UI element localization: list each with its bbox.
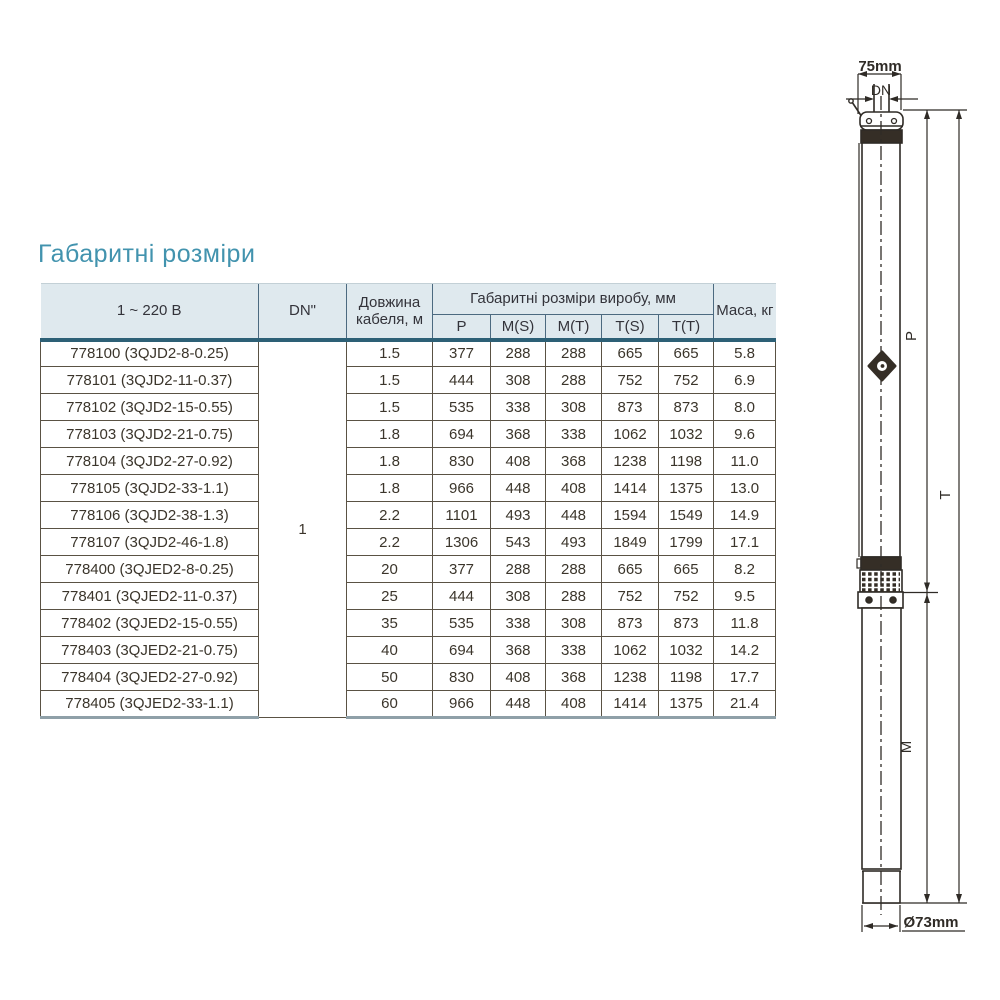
mass-cell: 17.7 bbox=[714, 664, 776, 691]
mt-cell: 288 bbox=[546, 583, 602, 610]
mt-cell: 288 bbox=[546, 367, 602, 394]
tt-cell: 752 bbox=[659, 367, 714, 394]
model-cell: 778102 (3QJD2-15-0.55) bbox=[41, 394, 259, 421]
width-dim-label: 75mm bbox=[858, 58, 902, 75]
p-cell: 1101 bbox=[433, 502, 491, 529]
mass-cell: 13.0 bbox=[714, 475, 776, 502]
ts-cell: 1062 bbox=[602, 637, 659, 664]
tt-cell: 1032 bbox=[659, 637, 714, 664]
mt-cell: 408 bbox=[546, 475, 602, 502]
ts-cell: 752 bbox=[602, 367, 659, 394]
mt-cell: 288 bbox=[546, 340, 602, 367]
ms-cell: 543 bbox=[491, 529, 546, 556]
ts-header: T(S) bbox=[602, 315, 659, 340]
dn-value-cell: 1 bbox=[259, 340, 347, 718]
mt-cell: 368 bbox=[546, 664, 602, 691]
ts-cell: 873 bbox=[602, 394, 659, 421]
tt-header: T(T) bbox=[659, 315, 714, 340]
tt-cell: 752 bbox=[659, 583, 714, 610]
p-cell: 377 bbox=[433, 556, 491, 583]
cable-length-cell: 40 bbox=[347, 637, 433, 664]
ms-cell: 408 bbox=[491, 664, 546, 691]
mass-cell: 14.9 bbox=[714, 502, 776, 529]
t-dim-label: T bbox=[937, 490, 954, 500]
dn-dim-label: DN bbox=[870, 82, 892, 98]
mass-cell: 21.4 bbox=[714, 691, 776, 718]
ms-cell: 308 bbox=[491, 583, 546, 610]
mass-cell: 11.0 bbox=[714, 448, 776, 475]
model-cell: 778402 (3QJED2-15-0.55) bbox=[41, 610, 259, 637]
tt-cell: 665 bbox=[659, 340, 714, 367]
p-cell: 966 bbox=[433, 691, 491, 718]
mass-cell: 8.2 bbox=[714, 556, 776, 583]
mass-cell: 17.1 bbox=[714, 529, 776, 556]
ts-cell: 873 bbox=[602, 610, 659, 637]
table-row bbox=[41, 691, 776, 718]
table-row bbox=[41, 367, 776, 394]
model-cell: 778105 (3QJD2-33-1.1) bbox=[41, 475, 259, 502]
p-dim-label: P bbox=[903, 330, 920, 342]
tt-cell: 1198 bbox=[659, 664, 714, 691]
table-row bbox=[41, 394, 776, 421]
dimensions-table bbox=[40, 283, 776, 719]
mt-cell: 308 bbox=[546, 394, 602, 421]
mt-cell: 338 bbox=[546, 421, 602, 448]
mass-cell: 8.0 bbox=[714, 394, 776, 421]
dn-header: DN" bbox=[259, 284, 347, 340]
model-cell: 778101 (3QJD2-11-0.37) bbox=[41, 367, 259, 394]
mt-cell: 448 bbox=[546, 502, 602, 529]
model-cell: 778403 (3QJED2-21-0.75) bbox=[41, 637, 259, 664]
p-cell: 694 bbox=[433, 637, 491, 664]
ms-cell: 338 bbox=[491, 610, 546, 637]
mt-cell: 408 bbox=[546, 691, 602, 718]
ms-cell: 338 bbox=[491, 394, 546, 421]
ms-cell: 308 bbox=[491, 367, 546, 394]
cable-length-cell: 2.2 bbox=[347, 529, 433, 556]
tt-cell: 1799 bbox=[659, 529, 714, 556]
m-dim-label: M bbox=[898, 740, 915, 754]
pump-technical-drawing bbox=[825, 40, 1000, 960]
p-cell: 444 bbox=[433, 583, 491, 610]
cable-length-cell: 50 bbox=[347, 664, 433, 691]
p-cell: 1306 bbox=[433, 529, 491, 556]
table-row bbox=[41, 340, 776, 367]
ms-cell: 288 bbox=[491, 556, 546, 583]
tt-cell: 1375 bbox=[659, 691, 714, 718]
p-cell: 377 bbox=[433, 340, 491, 367]
tt-cell: 1549 bbox=[659, 502, 714, 529]
ms-cell: 368 bbox=[491, 421, 546, 448]
cable-length-cell: 1.8 bbox=[347, 448, 433, 475]
model-cell: 778404 (3QJED2-27-0.92) bbox=[41, 664, 259, 691]
p-cell: 535 bbox=[433, 610, 491, 637]
tt-cell: 1198 bbox=[659, 448, 714, 475]
diameter-dim-label: Ø73mm bbox=[903, 914, 959, 931]
table-row bbox=[41, 610, 776, 637]
table-row bbox=[41, 556, 776, 583]
ms-cell: 448 bbox=[491, 691, 546, 718]
cable-length-cell: 25 bbox=[347, 583, 433, 610]
p-cell: 535 bbox=[433, 394, 491, 421]
table-row bbox=[41, 448, 776, 475]
p-cell: 444 bbox=[433, 367, 491, 394]
p-cell: 830 bbox=[433, 664, 491, 691]
cable-length-cell: 60 bbox=[347, 691, 433, 718]
p-cell: 830 bbox=[433, 448, 491, 475]
p-cell: 966 bbox=[433, 475, 491, 502]
mt-cell: 308 bbox=[546, 610, 602, 637]
cable-length-cell: 1.5 bbox=[347, 394, 433, 421]
mass-cell: 5.8 bbox=[714, 340, 776, 367]
ms-cell: 448 bbox=[491, 475, 546, 502]
ts-cell: 1414 bbox=[602, 691, 659, 718]
table-row bbox=[41, 529, 776, 556]
tt-cell: 665 bbox=[659, 556, 714, 583]
table-row bbox=[41, 421, 776, 448]
table-row bbox=[41, 502, 776, 529]
mt-cell: 368 bbox=[546, 448, 602, 475]
ms-cell: 368 bbox=[491, 637, 546, 664]
cable-length-cell: 1.8 bbox=[347, 475, 433, 502]
ms-cell: 288 bbox=[491, 340, 546, 367]
model-cell: 778405 (3QJED2-33-1.1) bbox=[41, 691, 259, 718]
table-row bbox=[41, 637, 776, 664]
tt-cell: 873 bbox=[659, 610, 714, 637]
voltage-header: 1 ~ 220 В bbox=[41, 284, 259, 340]
mt-cell: 493 bbox=[546, 529, 602, 556]
table-row bbox=[41, 475, 776, 502]
ts-cell: 1062 bbox=[602, 421, 659, 448]
model-cell: 778107 (3QJD2-46-1.8) bbox=[41, 529, 259, 556]
ms-header: M(S) bbox=[491, 315, 546, 340]
model-cell: 778104 (3QJD2-27-0.92) bbox=[41, 448, 259, 475]
ts-cell: 1849 bbox=[602, 529, 659, 556]
table-header bbox=[41, 284, 776, 340]
model-cell: 778100 (3QJD2-8-0.25) bbox=[41, 340, 259, 367]
ts-cell: 665 bbox=[602, 340, 659, 367]
mt-cell: 338 bbox=[546, 637, 602, 664]
ts-cell: 1594 bbox=[602, 502, 659, 529]
model-cell: 778106 (3QJD2-38-1.3) bbox=[41, 502, 259, 529]
mass-header: Маса, кг bbox=[714, 284, 776, 340]
tt-cell: 1375 bbox=[659, 475, 714, 502]
mass-cell: 6.9 bbox=[714, 367, 776, 394]
ts-cell: 665 bbox=[602, 556, 659, 583]
dimensions-group-header: Габаритні розміри виробу, мм bbox=[433, 284, 714, 315]
cable-length-cell: 20 bbox=[347, 556, 433, 583]
cable-length-cell: 1.5 bbox=[347, 340, 433, 367]
ts-cell: 752 bbox=[602, 583, 659, 610]
ts-cell: 1414 bbox=[602, 475, 659, 502]
cable-length-cell: 2.2 bbox=[347, 502, 433, 529]
ms-cell: 493 bbox=[491, 502, 546, 529]
model-cell: 778401 (3QJED2-11-0.37) bbox=[41, 583, 259, 610]
page-title: Габаритні розміри bbox=[38, 240, 256, 268]
table-row bbox=[41, 583, 776, 610]
mass-cell: 14.2 bbox=[714, 637, 776, 664]
pump-drawing-svg bbox=[825, 40, 1000, 955]
tt-cell: 1032 bbox=[659, 421, 714, 448]
cable-length-header: Довжина кабеля, м bbox=[347, 284, 433, 340]
mass-cell: 9.5 bbox=[714, 583, 776, 610]
p-header: P bbox=[433, 315, 491, 340]
ts-cell: 1238 bbox=[602, 664, 659, 691]
mass-cell: 11.8 bbox=[714, 610, 776, 637]
ms-cell: 408 bbox=[491, 448, 546, 475]
model-cell: 778400 (3QJED2-8-0.25) bbox=[41, 556, 259, 583]
table-body bbox=[41, 340, 776, 718]
mt-cell: 288 bbox=[546, 556, 602, 583]
cable-length-cell: 1.5 bbox=[347, 367, 433, 394]
model-cell: 778103 (3QJD2-21-0.75) bbox=[41, 421, 259, 448]
cable-length-cell: 1.8 bbox=[347, 421, 433, 448]
cable-length-cell: 35 bbox=[347, 610, 433, 637]
p-cell: 694 bbox=[433, 421, 491, 448]
mt-header: M(T) bbox=[546, 315, 602, 340]
ts-cell: 1238 bbox=[602, 448, 659, 475]
mass-cell: 9.6 bbox=[714, 421, 776, 448]
table-row bbox=[41, 664, 776, 691]
tt-cell: 873 bbox=[659, 394, 714, 421]
